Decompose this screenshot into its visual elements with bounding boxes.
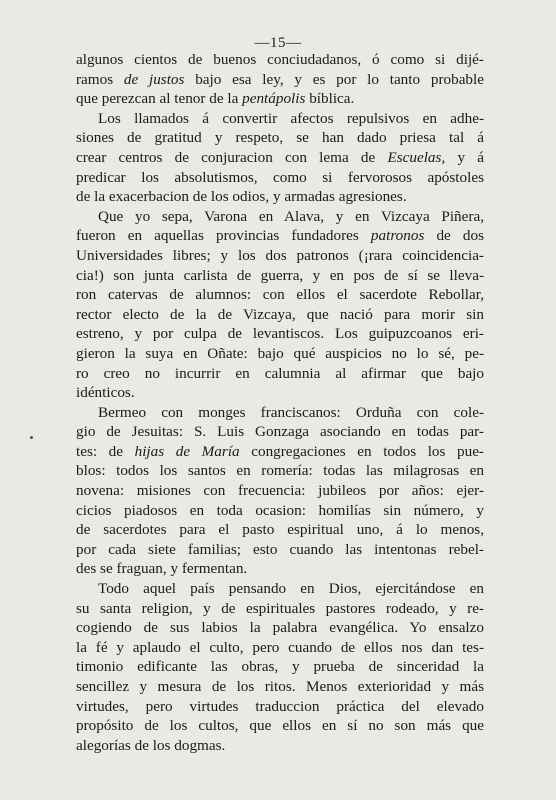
text-line bbox=[76, 50, 484, 70]
text-run: de la exacerbacion de los odios, y armadas agresiones. bbox=[76, 188, 407, 206]
text-line bbox=[76, 520, 484, 540]
text-run: bíblica. bbox=[305, 90, 355, 108]
text-run: de sacerdotes para el pasto espiritual uno, á lo menos, bbox=[76, 521, 484, 539]
margin-speck bbox=[30, 436, 33, 439]
text-line bbox=[76, 618, 484, 638]
text-line bbox=[76, 736, 484, 756]
text-run: algunos cientos de buenos conciudadanos, ó como si dijé- bbox=[76, 51, 484, 68]
text-run: la fé y aplaudo el culto, pero cuando de ellos nos dan tes- bbox=[76, 638, 484, 656]
text-run: idénticos. bbox=[76, 384, 135, 402]
paragraph bbox=[76, 109, 484, 207]
text-run: su santa religion, y de espirituales pastores rodeado, y re- bbox=[76, 599, 484, 617]
italic-text: pentápolis bbox=[242, 90, 306, 108]
text-line bbox=[76, 148, 484, 168]
paragraph bbox=[76, 50, 484, 109]
text-run: estreno, y por culpa de levantiscos. Los guipuzcoanos eri- bbox=[76, 325, 484, 343]
text-line bbox=[76, 559, 484, 579]
text-run: crear centros de conjuracion con lema de bbox=[76, 148, 388, 166]
text-line bbox=[76, 599, 484, 619]
text-run: Universidades libres; y los dos patronos (¡rara coincidencia- bbox=[76, 246, 484, 264]
text-run: Los llamados á convertir afectos repulsivos en adhe- bbox=[98, 109, 484, 127]
text-run: propósito de los cultos, que ellos en sí no son más que bbox=[76, 717, 484, 735]
text-line bbox=[76, 677, 484, 697]
text-line bbox=[76, 128, 484, 148]
text-line bbox=[76, 540, 484, 560]
text-line bbox=[76, 246, 484, 266]
text-line bbox=[76, 383, 484, 403]
text-run: timonio edificante las obras, y prueba de sinceridad la bbox=[76, 658, 484, 676]
text-line bbox=[76, 481, 484, 501]
text-line bbox=[76, 109, 484, 129]
text-run: ramos bbox=[76, 70, 124, 88]
text-run: ron catervas de alumnos: con ellos el sacerdote Rebollar, bbox=[76, 286, 484, 304]
text-run: tes: de bbox=[76, 442, 135, 460]
italic-text: de justos bbox=[123, 70, 185, 88]
paragraph bbox=[76, 403, 484, 579]
text-run: predicar los absolutismos, como si fervorosos apóstoles bbox=[76, 168, 484, 186]
text-run: cicios piadosos en toda ocasion: homilías sin número, y bbox=[76, 501, 484, 519]
text-run: virtudes, pero virtudes traduccion práctica del elevado bbox=[76, 697, 484, 715]
text-run: ro creo no incurrir en calumnia al afirmar que bajo bbox=[76, 364, 484, 382]
text-line bbox=[76, 324, 484, 344]
text-run: alegorías de los dogmas. bbox=[76, 736, 226, 754]
text-run: blos: todos los santos en romería: todas las milagrosas en bbox=[76, 462, 484, 480]
text-run: fueron en aquellas provincias fundadores bbox=[76, 227, 371, 245]
text-run: novena: misiones con frecuencia: jubileos por años: ejer- bbox=[76, 482, 484, 500]
text-line bbox=[76, 266, 484, 286]
text-line bbox=[76, 187, 484, 207]
text-line bbox=[76, 697, 484, 717]
text-run: que perezcan al tenor de la bbox=[76, 90, 243, 108]
text-run: rector electo de la de Vizcaya, que nació para morir sin bbox=[76, 305, 484, 323]
text-line bbox=[76, 461, 484, 481]
text-line bbox=[76, 207, 484, 227]
text-run: y á bbox=[445, 148, 484, 166]
paragraph bbox=[76, 207, 484, 403]
text-run: bajo esa ley, y es por lo tanto probable bbox=[184, 70, 484, 88]
text-run: de dos bbox=[424, 227, 484, 245]
text-line bbox=[76, 579, 484, 599]
text-run: Todo aquel país pensando en Dios, ejercitándose en bbox=[98, 580, 484, 598]
text-run: por cada siete familias; esto cuando las intentonas rebel- bbox=[76, 540, 484, 558]
text-line bbox=[76, 305, 484, 325]
text-run: cogiendo de sus labios la palabra evangélica. Yo ensalzo bbox=[76, 619, 484, 637]
text-run: gieron la suya en Oñate: bajo qué auspicios no lo sé, pe- bbox=[76, 344, 484, 362]
text-line bbox=[76, 716, 484, 736]
italic-text: patronos bbox=[370, 227, 425, 245]
body-text bbox=[76, 50, 484, 755]
text-line bbox=[76, 364, 484, 384]
text-run: des se fraguan, y fermentan. bbox=[76, 560, 248, 578]
text-line bbox=[76, 168, 484, 188]
italic-text: hijas de María bbox=[134, 442, 240, 460]
italic-text: Escuelas, bbox=[387, 148, 446, 166]
text-line bbox=[76, 657, 484, 677]
text-line bbox=[76, 285, 484, 305]
text-line bbox=[76, 442, 484, 462]
text-run: Que yo sepa, Varona en Alava, y en Vizcaya Piñera, bbox=[98, 207, 484, 225]
text-line bbox=[76, 70, 484, 90]
text-run: siones de gratitud y respeto, se han dado priesa tal á bbox=[76, 129, 484, 147]
paragraph bbox=[76, 579, 484, 755]
text-run: Bermeo con monges franciscanos: Orduña con cole- bbox=[98, 403, 484, 421]
text-line bbox=[76, 89, 484, 109]
text-line bbox=[76, 638, 484, 658]
text-run: cia!) son junta carlista de guerra, y en pos de sí se lleva- bbox=[76, 266, 484, 284]
page-number: —15— bbox=[254, 35, 302, 51]
text-line bbox=[76, 422, 484, 442]
text-line bbox=[76, 344, 484, 364]
text-line bbox=[76, 501, 484, 521]
text-run: congregaciones en todos los pue- bbox=[239, 442, 484, 460]
text-run: gio de Jesuitas: S. Luis Gonzaga asociando en todas par- bbox=[76, 423, 484, 441]
text-run: sencillez y mesura de los ritos. Menos exterioridad y más bbox=[76, 678, 484, 695]
text-line bbox=[76, 226, 484, 246]
text-line bbox=[76, 403, 484, 423]
